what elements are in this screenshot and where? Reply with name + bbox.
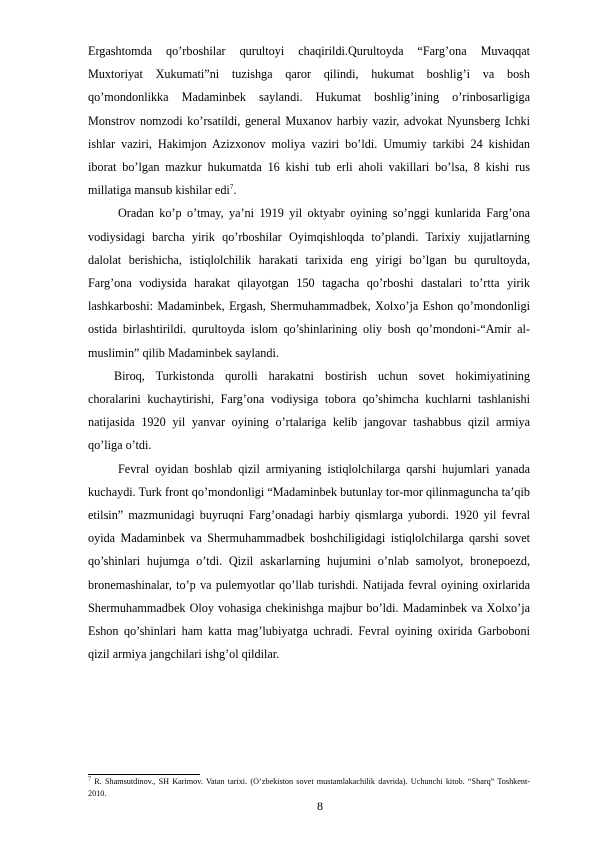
footnote bbox=[88, 776, 530, 800]
document-body bbox=[88, 40, 530, 666]
page-number: 8 bbox=[317, 799, 323, 813]
paragraph-2: Oradan ko’p o’tmay, ya’ni 1919 yil oktyabr oyining so’nggi kunlarida Farg’ona vodiysidagi barcha yirik qo’rboshilar Oyimqishloqda to’plandi. Tarixiy xujjatlarning dalolat berishicha, istiqlolchilik harakati tarixida eng yirigi bo’lgan bu qurultoyda, Farg’ona vodiysida harakat qilayotgan 150 tagacha qo’rboshi dastalari to’rtta yirik lashkarboshi: Madaminbek, Ergash, Shermuhammadbek, Xolxo’ja Eshon qo’mondonligi ostida birlashtirildi. qurultoyda islom qo’shinlarining oliy bosh qo’mondoni-“Amir al-muslimin” qilib Madaminbek saylandi. bbox=[88, 206, 530, 360]
footnote-reference: 7 bbox=[229, 183, 234, 192]
paragraph-4: Fevral oyidan boshlab qizil armiyaning istiqlolchilarga qarshi hujumlari yanada kuchaydi. Turk front qo’mondonligi “Madaminbek butunlay tor-mor qilinmaguncha ta’qib etilsin” mazmunidagi buyruqni Farg’onadagi harbiy qismlarga yubordi. 1920 yil fevral oyida Madaminbek va Shermuhammadbek boshchiligidagi istiqlolchilarga qarshi sovet qo’shinlari hujumga o’tdi. Qizil askarlarning hujumini o’nlab samolyot, bronepoezd, bronemashinalar, to’p va pulemyotlar qo’llab turishdi. Natijada fevral oyining oxirlarida Shermuhammadbek Oloy vohasiga chekinishga majbur bo’ldi. Madaminbek va Xolxo’ja Eshon qo’shinlari ham katta mag’lubiyatga uchradi. Fevral oyining oxirida Garboboni qizil armiya jangchilari ishg’ol qildilar. bbox=[88, 461, 530, 662]
paragraph-3: Biroq, Turkistonda qurolli harakatni bostirish uchun sovet hokimiyatining choralarini kuchaytirishi, Farg’ona vodiysiga tobora qo’shimcha kuchlarni tashlanishi natijasida 1920 yil yanvar oyining o’rtalariga kelib jangovar tashabbus qizil armiya qo’liga o’tdi. bbox=[88, 368, 530, 453]
paragraph-1-end: . bbox=[233, 183, 237, 198]
paragraph-1 bbox=[88, 40, 530, 202]
footnote-divider bbox=[88, 774, 200, 775]
footnote-number: 7 bbox=[88, 776, 91, 783]
paragraph-1-text: Ergashtomda qo’rboshilar qurultoyi chaqirildi.Qurultoyda “Farg’ona Muvaqqat Muxtoriyat Xukumati”ni tuzishga qaror qilindi, hukumat boshlig’i va bosh qo’mondonlikka Madaminbek saylandi. Hukumat boshlig’ining o’rinbosarligiga Monstrov nomzodi ko’rsatildi, general Muxanov harbiy vazir, advokat Nyunsberg Ichki ishlar vaziri, Hakimjon Azizxonov moliya vaziri bo’ldi. Umumiy tarkibi 24 kishidan iborat bo’lgan mazkur hukumatda 16 kishi tub erli aholi vakillari bo’lsa, 8 kishi rus millatiga mansub kishilar edi bbox=[88, 44, 530, 198]
footnote-text: R. Shamsutdinov., SH Karimov. Vatan tarixi. (O’zbekiston sovet mustamlakachilik davrida). Uchunchi kitob. “Sharq” Toshkent-2010. bbox=[88, 777, 530, 798]
